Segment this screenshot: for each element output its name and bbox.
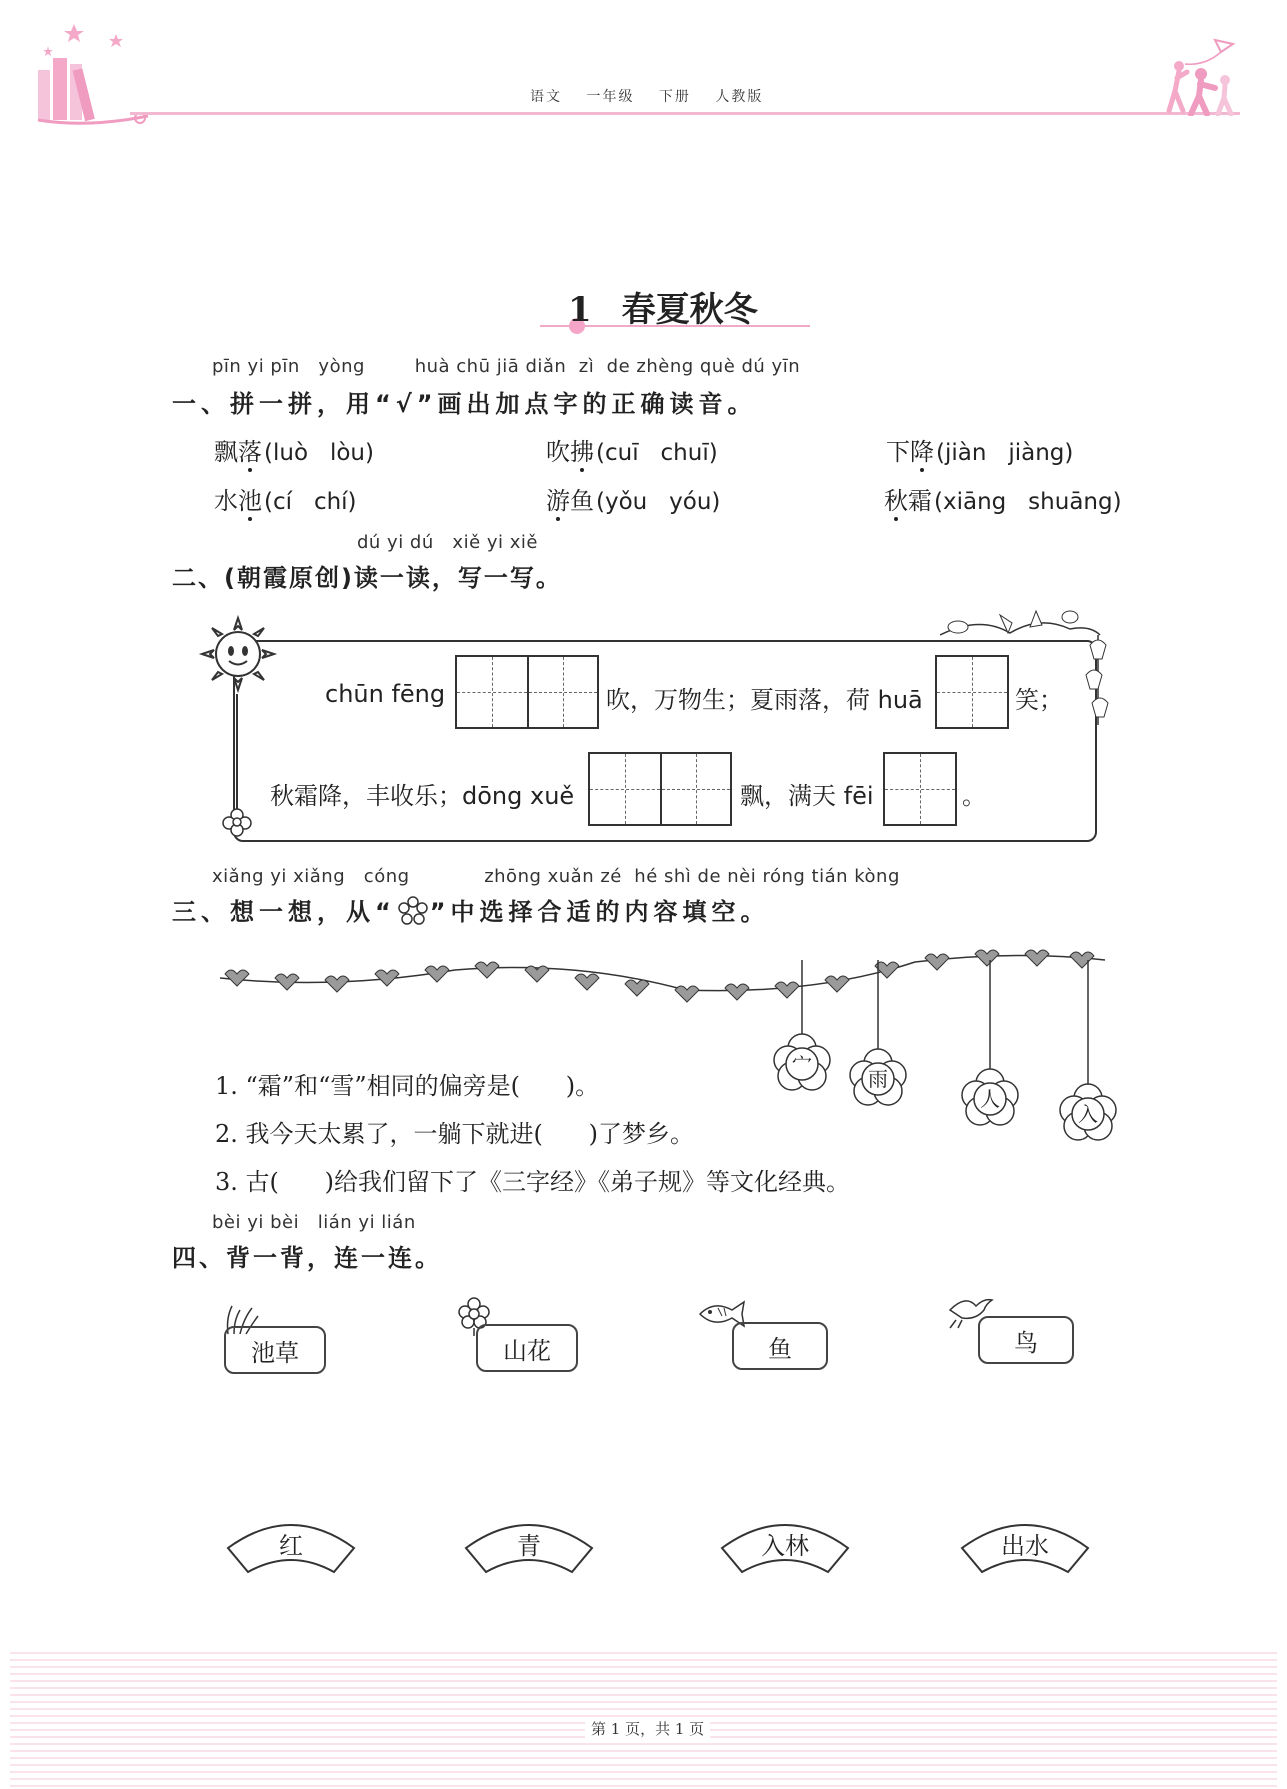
section2-pinyin: dú yi dú xiě yi xiě	[357, 532, 538, 553]
grid-cell[interactable]	[457, 657, 527, 727]
section1-item-6: 秋霜(xiāng shuāng)	[884, 487, 1122, 515]
flower-symbol-icon	[396, 896, 430, 926]
flower-label-1: 宀	[792, 1052, 812, 1076]
section2-line1-text: 吹，万物生；夏雨落，荷 huā	[606, 686, 923, 714]
section1-item-5: 游鱼(yǒu yóu)	[546, 487, 721, 515]
section1-item-1: 飘落(luò lòu)	[214, 438, 374, 466]
lesson-number: 1	[568, 290, 592, 330]
section3-question-3[interactable]: 3. 古( )给我们留下了《三字经》《弟子规》等文化经典。	[215, 1168, 851, 1196]
pinyin-options[interactable]: (jiàn jiàng)	[936, 440, 1074, 466]
header-subject: 语文	[530, 89, 562, 105]
section1-heading: 一、拼一拼，用“√”画出加点字的正确读音。	[172, 390, 757, 418]
fan-card-qing[interactable]	[464, 1510, 594, 1584]
section2-line1-end: 笑；	[1015, 686, 1063, 714]
flower-label-4: 入	[1078, 1102, 1098, 1126]
dotted-char: 落	[238, 438, 262, 466]
dotted-char: 拂	[570, 438, 594, 466]
writing-grid-fei[interactable]	[883, 752, 957, 826]
pinyin-options[interactable]: (yǒu yóu)	[596, 489, 721, 515]
pinyin-options[interactable]: (xiāng shuāng)	[934, 489, 1122, 515]
fan-card-hong[interactable]	[226, 1510, 356, 1584]
fan-card-hong-label: 红	[279, 1532, 303, 1560]
small-flower-icon	[220, 805, 254, 843]
dotted-char: 游	[546, 487, 570, 515]
section3-pinyin: xiǎng yi xiǎng cóng zhōng xuǎn zé hé shì de nèi róng tián kòng	[212, 866, 900, 887]
top-card-shanhua[interactable]: 山花	[476, 1324, 578, 1372]
section2-pinyin-chunfeng: chūn fēng	[325, 680, 446, 708]
section4-pinyin: bèi yi bèi lián yi lián	[212, 1212, 416, 1233]
grid-cell[interactable]	[937, 657, 1007, 727]
top-card-yu[interactable]: 鱼	[732, 1322, 828, 1370]
fan-card-chushui[interactable]	[960, 1510, 1090, 1584]
lesson-title-text: 春夏秋冬	[621, 290, 758, 330]
pinyin-options[interactable]: (cuī chuī)	[596, 440, 718, 466]
section1-item-3: 下降(jiàn jiàng)	[886, 438, 1074, 466]
header-logo-books	[28, 20, 158, 136]
flower-label-3: 人	[980, 1087, 1000, 1111]
section4-heading: 四、背一背，连一连。	[172, 1244, 442, 1272]
writing-grid-hua[interactable]	[935, 655, 1009, 729]
sun-stem-line	[236, 694, 238, 814]
fan-card-qing-label: 青	[517, 1532, 541, 1560]
section3-heading	[172, 892, 770, 927]
header-grade: 一年级	[586, 89, 635, 105]
top-card-chicao[interactable]: 池草	[224, 1326, 326, 1374]
dotted-char: 降	[910, 438, 934, 466]
header-kids-kite-illustration	[1155, 36, 1245, 120]
section1-item-2: 吹拂(cuī chuī)	[546, 438, 718, 466]
section1-pinyin: pīn yi pīn yòng huà chū jiā diǎn zì de zhèng què dú yīn	[212, 356, 801, 377]
grid-cell[interactable]	[590, 754, 660, 824]
writing-grid-dongxue[interactable]	[588, 752, 732, 826]
section2-line2-end: 。	[962, 782, 986, 810]
grid-cell[interactable]	[660, 754, 730, 824]
fan-card-rulin[interactable]	[720, 1510, 850, 1584]
dotted-char: 池	[238, 487, 262, 515]
section2-heading: 二、(朝霞原创)读一读，写一写。	[172, 564, 562, 592]
lesson-title	[568, 282, 758, 331]
header-subject-info	[530, 86, 781, 106]
writing-grid-chunfeng[interactable]	[455, 655, 599, 729]
section2-line2-mid: 飘，满天 fēi	[740, 782, 874, 810]
dotted-char: 秋	[884, 487, 908, 515]
top-card-niao[interactable]: 鸟	[978, 1316, 1074, 1364]
header-volume: 下册	[658, 89, 691, 105]
pinyin-options[interactable]: (luò lòu)	[264, 440, 374, 466]
header-line	[130, 112, 1240, 115]
grid-cell[interactable]	[885, 754, 955, 824]
fan-card-chushui-label: 出水	[1001, 1532, 1049, 1560]
section3-heading-a: 三、想一想，从“	[172, 898, 396, 926]
pinyin-options[interactable]: (cí chí)	[264, 489, 357, 515]
grid-cell[interactable]	[527, 657, 597, 727]
hanging-flowers	[760, 960, 1130, 1164]
section1-item-4: 水池(cí chí)	[214, 487, 357, 515]
sun-icon	[196, 612, 280, 700]
flower-label-2: 雨	[868, 1067, 888, 1091]
section3-heading-b: ”中选择合适的内容填空。	[429, 898, 770, 926]
page-number: 第 1 页，共 1 页	[585, 1718, 710, 1739]
fan-card-rulin-label: 入林	[761, 1532, 809, 1560]
section3-question-2[interactable]: 2. 我今天太累了，一躺下就进( )了梦乡。	[215, 1120, 695, 1148]
section2-line2-text: 秋霜降，丰收乐；dōng xuě	[270, 782, 575, 810]
header-edition: 人教版	[715, 89, 764, 105]
section3-question-1[interactable]: 1. “霜”和“雪”相同的偏旁是( )。	[215, 1072, 600, 1100]
